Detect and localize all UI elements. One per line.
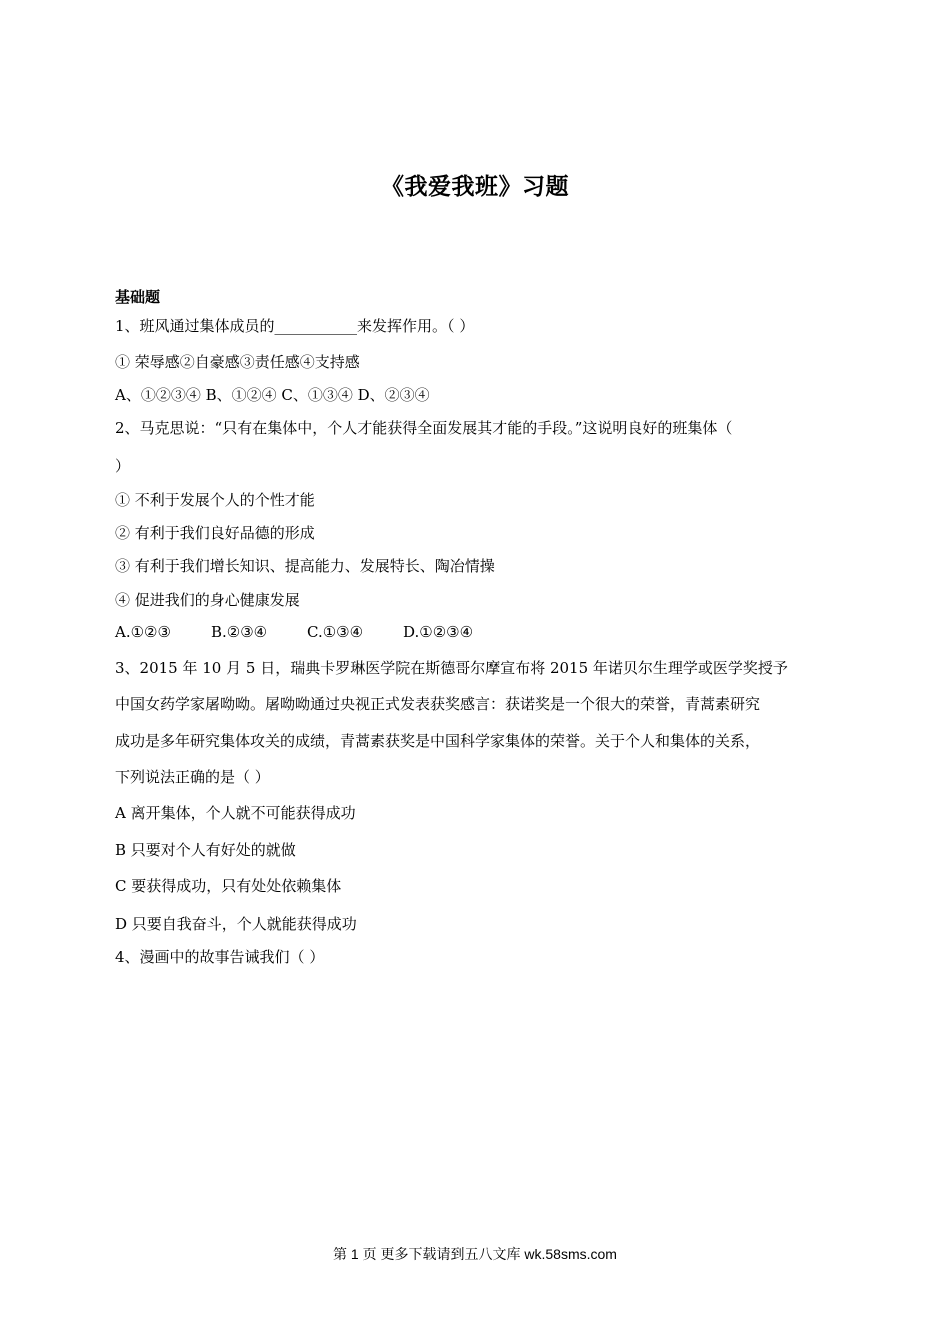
question-3-stem-line-3: 成功是多年研究集体攻关的成绩，青蒿素获奖是中国科学家集体的荣誉。关于个人和集体的关系，: [115, 732, 761, 750]
question-2-options: [115, 622, 473, 642]
question-1-stem: 1、班风通过集体成员的___________来发挥作用。（ ）: [115, 317, 475, 335]
question-2-option-a: A.①②③: [115, 623, 171, 641]
question-2-option-b: B.②③④: [211, 623, 268, 641]
question-2-option-d: D.①②③④: [403, 623, 474, 641]
question-3-option-b: B 只要对个人有好处的就做: [115, 841, 296, 859]
question-3-stem-line-4: 下列说法正确的是（ ）: [115, 768, 270, 786]
question-3-option-d: D 只要自我奋斗，个人就能获得成功: [115, 915, 357, 933]
question-3-stem-line-2: 中国女药学家屠呦呦。屠呦呦通过央视正式发表获奖感言：获诺奖是一个很大的荣誉，青蒿素研究: [115, 695, 761, 713]
question-3-stem-line-1: 3、2015 年 10 月 5 日，瑞典卡罗琳医学院在斯德哥尔摩宣布将 2015 年诺贝尔生理学或医学奖授予: [115, 659, 788, 677]
question-4-stem: 4、漫画中的故事告诫我们（ ）: [115, 948, 325, 966]
question-1-options: A、①②③④ B、①②④ C、①③④ D、②③④: [115, 386, 430, 404]
question-2-item-2: ② 有利于我们良好品德的形成: [115, 524, 315, 542]
page-title: 《我爱我班》习题: [381, 173, 569, 200]
question-3-option-a: A 离开集体，个人就不可能获得成功: [115, 804, 356, 822]
question-2-stem-line-1: 2、马克思说：“只有在集体中，个人才能获得全面发展其才能的手段。”这说明良好的班集体（: [115, 419, 733, 437]
section-heading: 基础题: [115, 288, 161, 306]
question-2-item-3: ③ 有利于我们增长知识、提高能力、发展特长、陶冶情操: [115, 557, 495, 575]
page-footer: 第 1 页 更多下载请到五八文库 wk.58sms.com: [333, 1246, 617, 1262]
question-2-stem-line-2: ）: [115, 457, 131, 475]
question-3-option-c: C 要获得成功，只有处处依赖集体: [115, 877, 342, 895]
question-1-items: ① 荣辱感②自豪感③责任感④支持感: [115, 353, 360, 371]
question-2-option-c: C.①③④: [307, 623, 364, 641]
question-2-item-4: ④ 促进我们的身心健康发展: [115, 591, 300, 609]
question-2-item-1: ① 不利于发展个人的个性才能: [115, 491, 315, 509]
